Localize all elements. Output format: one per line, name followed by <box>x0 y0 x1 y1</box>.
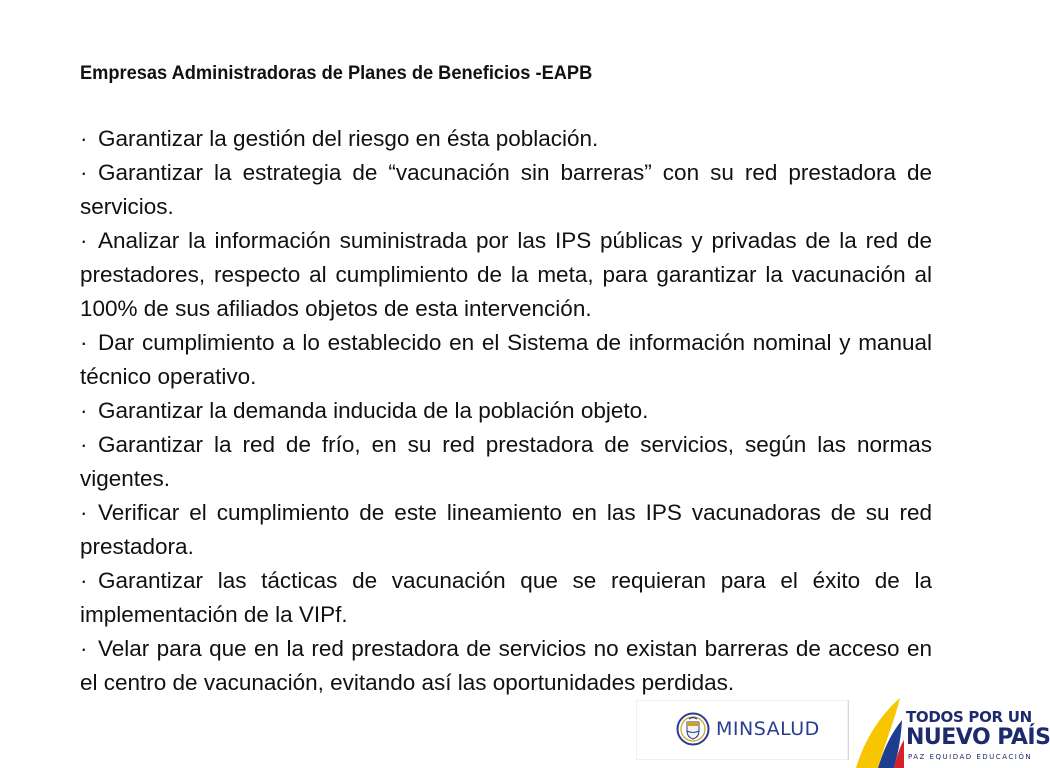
bullet-dot: · <box>80 126 88 151</box>
bullet-dot: · <box>80 432 88 457</box>
minsalud-label: MINSALUD <box>716 718 820 740</box>
bullet-dot: · <box>80 228 88 253</box>
bullet-dot: · <box>80 500 88 525</box>
bullet-item <box>80 632 932 700</box>
bullet-dot: · <box>80 636 88 661</box>
minsalud-logo <box>636 700 849 760</box>
colombia-flag-swoosh-icon <box>854 696 904 768</box>
bullet-item <box>80 122 932 156</box>
tpun-line-1: TODOS POR UN <box>906 708 1032 726</box>
bullet-item <box>80 224 932 326</box>
coat-of-arms-icon <box>676 712 710 746</box>
bullet-text: Garantizar las tácticas de vacunación que se requieran para el éxito de la implementación de la VIPf. <box>80 568 932 627</box>
bullet-dot: · <box>80 330 88 355</box>
bullet-dot: · <box>80 568 88 593</box>
footer-logos <box>636 696 1050 768</box>
bullet-text: Garantizar la estrategia de “vacunación sin barreras” con su red prestadora de servicios. <box>80 160 932 219</box>
bullet-item <box>80 156 932 224</box>
todos-por-un-nuevo-pais-logo <box>854 696 1050 768</box>
bullet-item <box>80 496 932 564</box>
tpun-line-2: NUEVO PAÍS <box>906 725 1050 750</box>
bullet-text: Garantizar la gestión del riesgo en ésta población. <box>98 126 599 151</box>
bullet-text: Velar para que en la red prestadora de servicios no existan barreras de acceso en el centro de vacunación, evitando así las oportunidades perdidas. <box>80 636 932 695</box>
bullet-text: Dar cumplimiento a lo establecido en el Sistema de información nominal y manual técnico operativo. <box>80 330 932 389</box>
bullet-list <box>80 122 932 700</box>
bullet-dot: · <box>80 160 88 185</box>
bullet-text: Garantizar la red de frío, en su red prestadora de servicios, según las normas vigentes. <box>80 432 932 491</box>
bullet-dot: · <box>80 398 88 423</box>
bullet-text: Verificar el cumplimiento de este lineamiento en las IPS vacunadoras de su red prestadora. <box>80 500 932 559</box>
bullet-item <box>80 428 932 496</box>
bullet-text: Garantizar la demanda inducida de la población objeto. <box>98 398 649 423</box>
bullet-item <box>80 564 932 632</box>
slide-title: Empresas Administradoras de Planes de Beneficios -EAPB <box>80 63 593 84</box>
bullet-item <box>80 394 932 428</box>
bullet-text: Analizar la información suministrada por las IPS públicas y privadas de la red de prestadores, respecto al cumplimiento de la meta, para garantizar la vacunación al 100% de sus afiliados objetos de esta intervención. <box>80 228 932 321</box>
bullet-item <box>80 326 932 394</box>
tpun-tagline: PAZ EQUIDAD EDUCACIÓN <box>908 753 1033 761</box>
